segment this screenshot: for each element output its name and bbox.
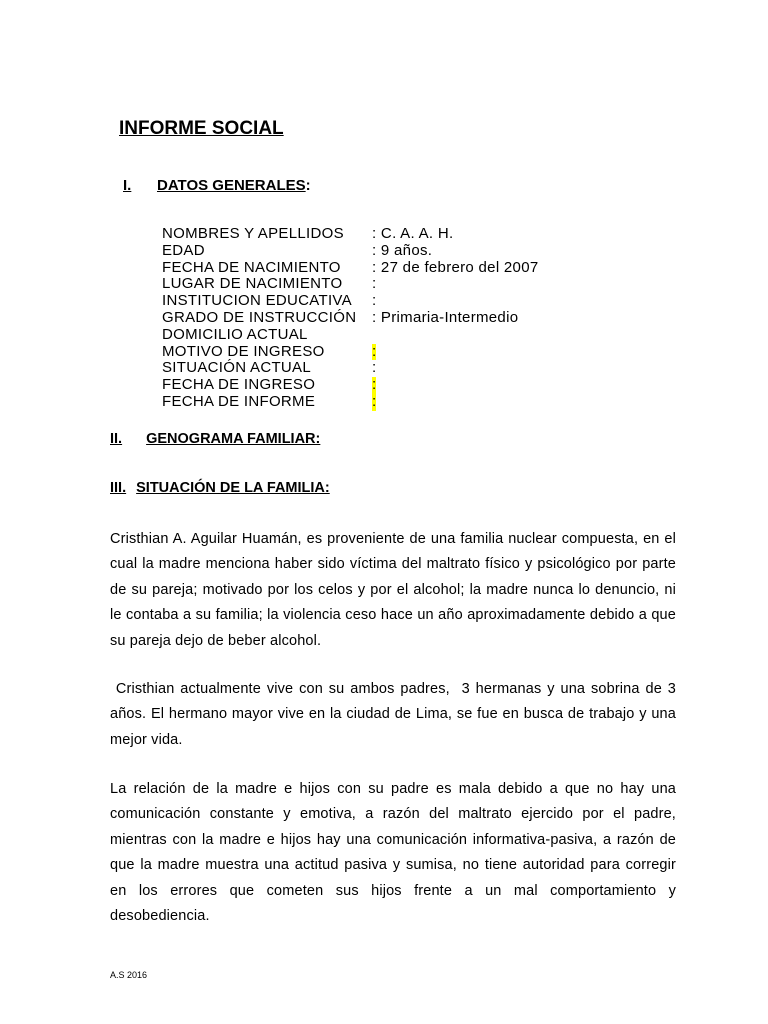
- field-value: : C. A. A. H.: [372, 225, 454, 242]
- field-label: NOMBRES Y APELLIDOS: [162, 225, 344, 242]
- section-number: III.: [110, 480, 127, 496]
- section-number: I.: [123, 177, 132, 194]
- field-value: :: [372, 292, 377, 310]
- section-datos-generales-heading: [123, 176, 311, 196]
- field-value: : 9 años.: [372, 241, 433, 259]
- field-label: MOTIVO DE INGRESO: [162, 342, 325, 360]
- section-genograma-heading: [110, 430, 320, 448]
- field-label: FECHA DE INFORME: [162, 392, 316, 410]
- field-label: GRADO DE INSTRUCCIÓN: [162, 308, 357, 326]
- field-value-highlighted: :: [372, 392, 377, 410]
- field-label: EDAD: [162, 241, 205, 259]
- field-value-highlighted: :: [372, 342, 377, 360]
- data-row-grado: [162, 310, 539, 327]
- field-label: LUGAR DE NACIMIENTO: [162, 275, 343, 293]
- field-label: DOMICILIO ACTUAL: [162, 325, 308, 343]
- field-value: :: [372, 275, 377, 293]
- page-footer: A.S 2016: [110, 970, 148, 980]
- data-row-situacion: [162, 360, 539, 377]
- data-row-fecha-nacimiento: [162, 260, 539, 277]
- data-row-motivo: [162, 344, 539, 361]
- data-row-lugar-nacimiento: [162, 276, 539, 293]
- field-label: FECHA DE NACIMIENTO: [162, 258, 341, 276]
- section-title: SITUACIÓN DE LA FAMILIA:: [136, 480, 330, 496]
- body-paragraph: Cristhian actualmente vive con su ambos padres, 3 hermanas y una sobrina de 3 años. El hermano mayor vive en la ciudad de Lima, se fue en busca de trabajo y una mejor vida.: [110, 681, 681, 748]
- field-label: INSTITUCION EDUCATIVA: [162, 292, 352, 310]
- field-label: SITUACIÓN ACTUAL: [162, 359, 311, 377]
- data-row-fecha-ingreso: [162, 377, 539, 394]
- body-paragraph: Cristhian A. Aguilar Huamán, es proveniente de una familia nuclear compuesta, en el cual la madre menciona haber sido víctima del maltrato físico y psicológico por parte de su pareja; motivado por los celos y por el alcohol; la madre nunca lo denuncio, ni le contaba a su familia; la violencia ceso hace un año aproximadamente debido a que su pareja dejo de beber alcohol.: [110, 531, 676, 649]
- field-value: : Primaria-Intermedio: [372, 308, 519, 326]
- data-row-fecha-informe: [162, 394, 539, 411]
- section-number: II.: [110, 431, 123, 447]
- section-title: GENOGRAMA FAMILIAR:: [146, 431, 321, 447]
- field-label: FECHA DE INGRESO: [162, 376, 316, 394]
- general-data-table: [162, 226, 539, 411]
- body-paragraph: La relación de la madre e hijos con su padre es mala debido a que no hay una comunicación constante y emotiva, a razón del maltrato ejercido por el padre, mientras con la madre e hijos hay una comunicación informativa-pasiva, a razón de que la madre muestra una actitud pasiva y sumisa, no tiene autoridad para corregir en los errores que cometen sus hijos frente a un mal comportamiento y desobediencia.: [110, 781, 676, 925]
- document-title: INFORME SOCIAL: [119, 118, 284, 139]
- field-value: : 27 de febrero del 2007: [372, 258, 539, 276]
- data-row-nombres: [162, 226, 539, 243]
- data-row-edad: [162, 243, 539, 260]
- field-value-highlighted: :: [372, 376, 377, 394]
- section-situacion-heading: [110, 479, 330, 497]
- field-value: :: [372, 359, 377, 377]
- data-row-domicilio: [162, 327, 539, 344]
- section-title: DATOS GENERALES: [157, 177, 306, 194]
- section-colon: :: [305, 177, 311, 194]
- data-row-institucion: [162, 293, 539, 310]
